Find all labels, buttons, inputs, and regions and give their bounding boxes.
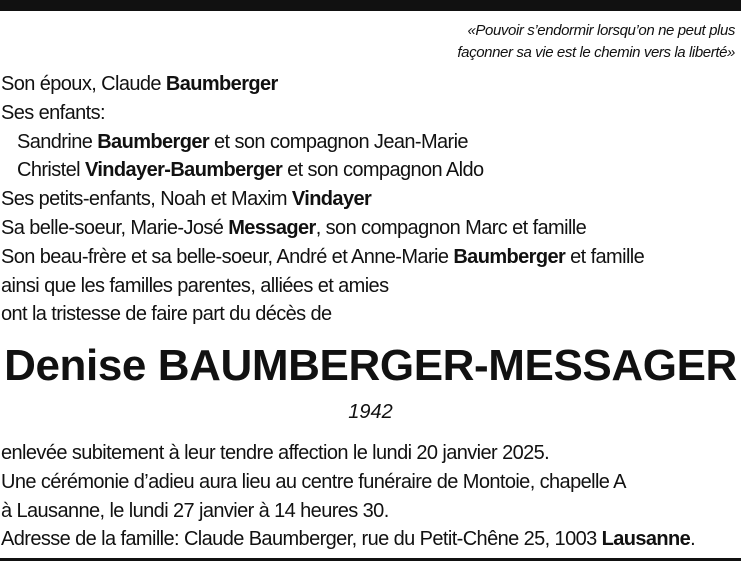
address-city: Lausanne: [601, 528, 691, 551]
grandchildren-line: Ses petits-enfants, Noah et Maxim Vindayer: [1, 188, 372, 211]
in-laws-line: Son beau-frère et sa belle-soeur, André et Anne-Marie Baumberger et famille: [1, 245, 645, 268]
child-line-2: Christel Vindayer-Baumberger et son compagnon Aldo: [17, 159, 484, 182]
sister-in-law-line: Sa belle-soeur, Marie-José Messager, son compagnon Marc et famille: [1, 216, 587, 239]
surname: Vindayer-Baumberger: [84, 159, 283, 182]
birth-year: 1942: [348, 401, 393, 423]
surname: Baumberger: [453, 245, 566, 268]
details-line-2: Une cérémonie d’adieu aura lieu au centre funéraire de Montoie, chapelle A: [1, 470, 626, 493]
husband-line: Son époux, Claude Baumberger: [1, 73, 278, 95]
children-heading: Ses enfants:: [1, 101, 105, 124]
bottom-rule: [0, 558, 741, 561]
details-line-3: à Lausanne, le lundi 27 janvier à 14 heures 30.: [1, 499, 389, 522]
surname: Baumberger: [165, 73, 278, 95]
top-rule: [0, 0, 741, 11]
announcement-line: ont la tristesse de faire part du décès de: [1, 303, 332, 326]
relatives-line: ainsi que les familles parentes, alliées et amies: [1, 274, 389, 297]
family-address: Adresse de la famille: Claude Baumberger, rue du Petit-Chêne 25, 1003 Lausanne.: [1, 528, 696, 551]
surname: Messager: [228, 216, 316, 239]
deceased-name: Denise BAUMBERGER-MESSAGER: [4, 341, 737, 390]
ceremony-details: [1, 439, 741, 554]
epigraph-quote: [235, 20, 735, 64]
family-list: [1, 70, 741, 329]
details-line-1: enlevée subitement à leur tendre affection le lundi 20 janvier 2025.: [1, 442, 550, 464]
surname: Baumberger: [97, 130, 210, 153]
quote-line-1: «Pouvoir s’endormir lorsqu’on ne peut plus: [467, 22, 735, 39]
surname: Vindayer: [291, 188, 372, 211]
child-line-1: Sandrine Baumberger et son compagnon Jean-Marie: [17, 130, 468, 153]
quote-line-2: façonner sa vie est le chemin vers la liberté»: [457, 44, 735, 61]
